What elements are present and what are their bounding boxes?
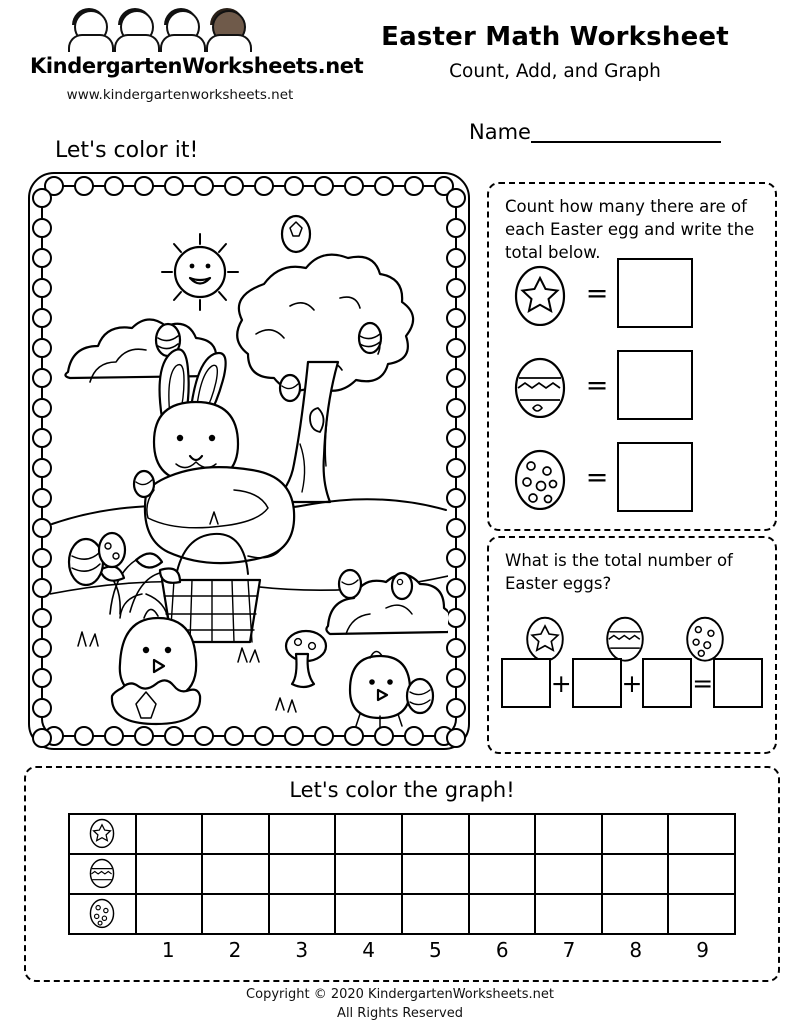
total-eggs-icons xyxy=(505,612,757,662)
graph-cell[interactable] xyxy=(669,855,734,893)
kid-icon-1 xyxy=(65,8,113,52)
graph-cell[interactable] xyxy=(536,855,603,893)
total-operator-1: + xyxy=(550,668,572,698)
total-equation-row xyxy=(501,658,763,708)
count-row-3-answer-box[interactable] xyxy=(617,442,693,512)
count-row-3 xyxy=(503,440,761,514)
name-label: Name xyxy=(469,120,531,144)
graph-column-label-7: 7 xyxy=(562,938,576,962)
graph-row-2 xyxy=(70,855,734,895)
total-box-2[interactable] xyxy=(572,658,622,708)
graph-cell[interactable] xyxy=(336,895,403,933)
polka-dot-egg-icon xyxy=(89,895,115,933)
graph-cell[interactable] xyxy=(403,815,470,853)
name-field[interactable] xyxy=(430,120,760,144)
four-kids-icon xyxy=(65,8,295,52)
count-row-1-operator: = xyxy=(585,277,609,309)
count-eggs-panel xyxy=(487,182,777,531)
polka-dot-egg-icon xyxy=(665,612,745,662)
graph-cell[interactable] xyxy=(270,815,337,853)
graph-row-3 xyxy=(70,895,734,933)
name-input-rule[interactable] xyxy=(531,121,721,143)
graph-cell[interactable] xyxy=(470,895,537,933)
kid-icon-4 xyxy=(203,8,251,52)
total-operator-3: = xyxy=(692,668,714,698)
graph-cell[interactable] xyxy=(536,815,603,853)
graph-cell[interactable] xyxy=(203,855,270,893)
coloring-picture-frame xyxy=(28,172,470,750)
graph-label-spacer xyxy=(68,938,135,968)
graph-cell[interactable] xyxy=(470,815,537,853)
graph-cell[interactable] xyxy=(137,855,204,893)
zigzag-egg-icon xyxy=(585,612,665,662)
graph-cell[interactable] xyxy=(603,815,670,853)
graph-row-2-label-cell xyxy=(70,855,137,893)
graph-cell[interactable] xyxy=(669,815,734,853)
page-subtitle: Count, Add, and Graph xyxy=(449,61,661,82)
zigzag-egg-icon xyxy=(503,352,577,418)
graph-cell[interactable] xyxy=(536,895,603,933)
graph-cell[interactable] xyxy=(270,895,337,933)
zigzag-egg-icon xyxy=(89,855,115,893)
graph-cell[interactable] xyxy=(403,855,470,893)
graph-row-3-label-cell xyxy=(70,895,137,933)
total-box-3[interactable] xyxy=(642,658,692,708)
site-logo xyxy=(30,8,364,103)
kid-icon-3 xyxy=(157,8,205,52)
graph-grid xyxy=(68,813,736,935)
graph-column-label-5: 5 xyxy=(429,938,442,962)
copyright-text: Copyright © 2020 KindergartenWorksheets.net xyxy=(246,987,554,1002)
star-egg-icon xyxy=(503,260,577,326)
graph-cell[interactable] xyxy=(137,815,204,853)
graph-heading: Let's color the graph! xyxy=(289,778,515,802)
site-name: KindergartenWorksheets.net xyxy=(30,54,364,78)
color-it-heading: Let's color it! xyxy=(55,138,199,163)
site-url: www.kindergartenworksheets.net xyxy=(66,87,294,103)
count-row-2-operator: = xyxy=(585,369,609,401)
count-row-2-answer-box[interactable] xyxy=(617,350,693,420)
graph-column-label-2: 2 xyxy=(228,938,242,962)
graph-cell[interactable] xyxy=(203,815,270,853)
graph-column-label-8: 8 xyxy=(629,938,643,962)
kid-icon-2 xyxy=(111,8,159,52)
graph-column-label-1: 1 xyxy=(161,938,175,962)
graph-row-1-label-cell xyxy=(70,815,137,853)
count-instructions: Count how many there are of each Easter egg and write the total below. xyxy=(505,197,755,262)
count-row-1-answer-box[interactable] xyxy=(617,258,693,328)
graph-cell[interactable] xyxy=(669,895,734,933)
graph-column-label-4: 4 xyxy=(362,938,375,962)
graph-cell[interactable] xyxy=(203,895,270,933)
count-row-3-operator: = xyxy=(585,461,609,493)
graph-column-label-3: 3 xyxy=(295,938,309,962)
graph-cell[interactable] xyxy=(403,895,470,933)
graph-cell[interactable] xyxy=(270,855,337,893)
page-title: Easter Math Worksheet xyxy=(381,22,729,52)
graph-row-1 xyxy=(70,815,734,855)
count-row-2 xyxy=(503,348,761,422)
graph-column-label-6: 6 xyxy=(495,938,509,962)
total-question: What is the total number of Easter eggs? xyxy=(505,551,733,593)
graph-column-labels xyxy=(68,938,736,968)
total-eggs-panel xyxy=(487,536,777,754)
total-operator-2: + xyxy=(621,668,643,698)
total-box-1[interactable] xyxy=(501,658,551,708)
easter-scene-bunny-chicks-tree-coloring-image xyxy=(50,194,448,728)
graph-cell[interactable] xyxy=(603,895,670,933)
graph-column-label-9: 9 xyxy=(696,938,709,962)
graph-panel xyxy=(24,766,780,982)
star-egg-icon xyxy=(505,612,585,662)
graph-cell[interactable] xyxy=(603,855,670,893)
total-box-answer[interactable] xyxy=(713,658,763,708)
title-block xyxy=(340,22,770,82)
graph-cell[interactable] xyxy=(336,815,403,853)
count-row-1 xyxy=(503,256,761,330)
rights-text: All Rights Reserved xyxy=(337,1005,463,1021)
graph-cell[interactable] xyxy=(470,855,537,893)
page-header xyxy=(0,0,800,120)
polka-dot-egg-icon xyxy=(503,444,577,510)
graph-cell[interactable] xyxy=(137,895,204,933)
graph-cell[interactable] xyxy=(336,855,403,893)
star-egg-icon xyxy=(89,815,115,853)
page-footer xyxy=(0,986,800,1024)
